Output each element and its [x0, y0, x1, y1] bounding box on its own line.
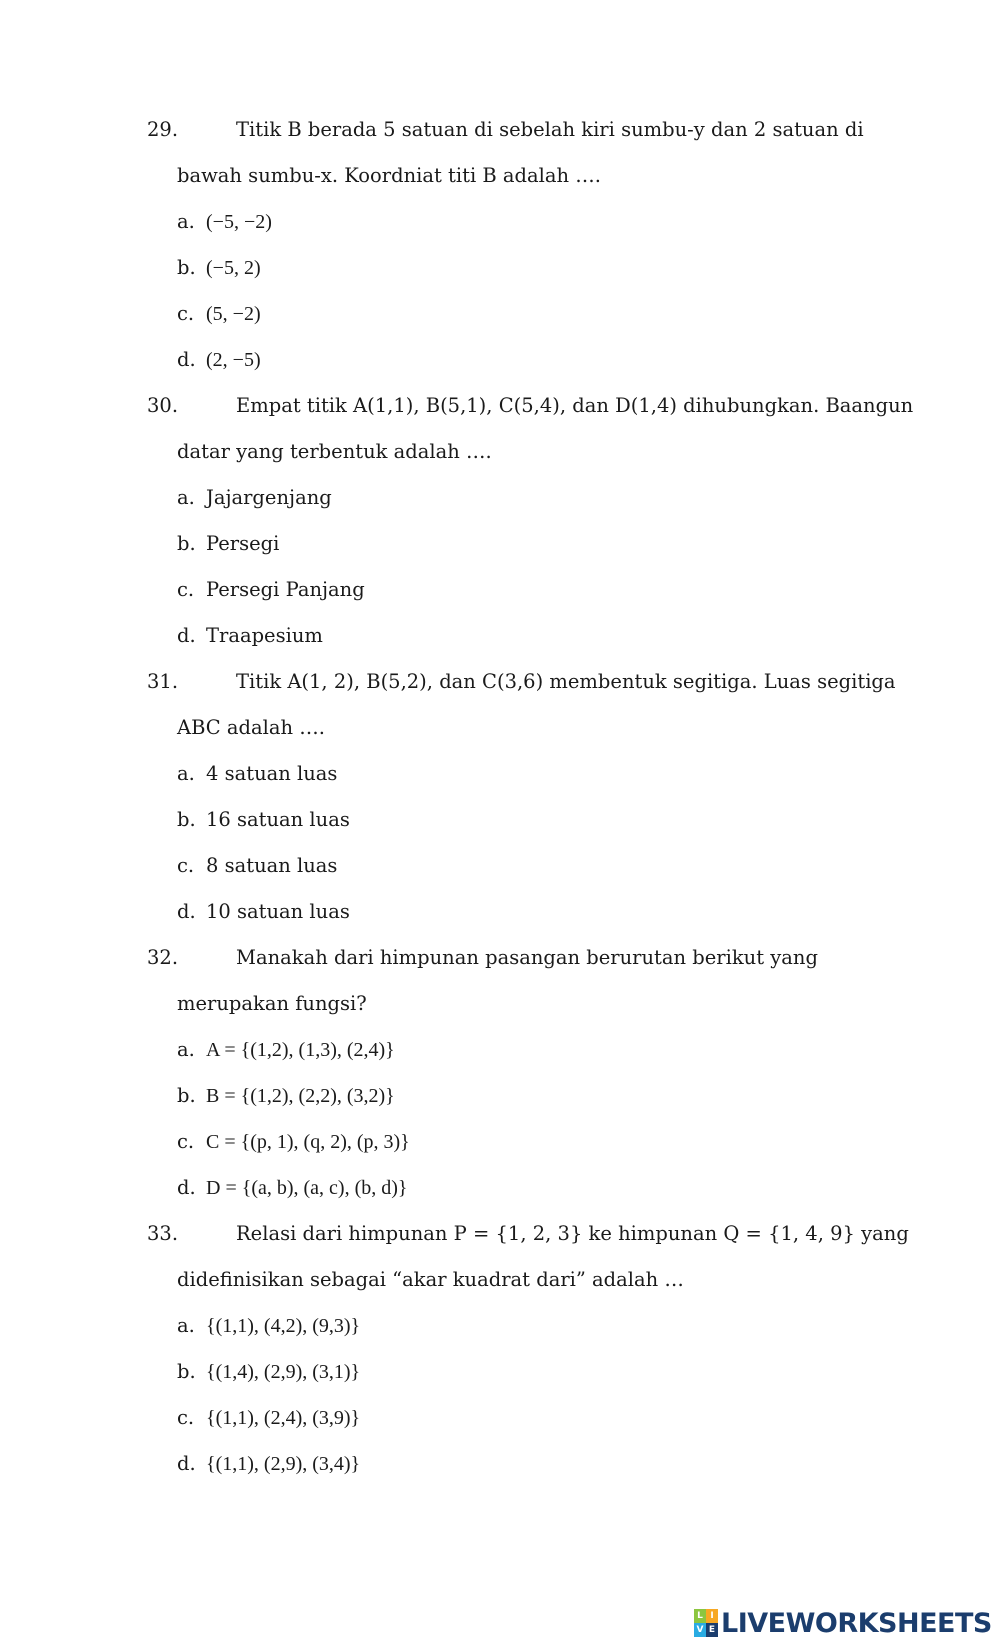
question-text-line2: merupakan fungsi? — [177, 992, 367, 1015]
option-d[interactable] — [177, 889, 350, 935]
option-text: {(1,1), (2,4), (3,9)} — [206, 1407, 361, 1429]
option-c[interactable] — [177, 1395, 360, 1441]
option-letter: a. — [177, 1314, 195, 1337]
option-c[interactable] — [177, 567, 365, 613]
option-letter: c. — [177, 1130, 195, 1153]
option-letter: c. — [177, 1406, 195, 1429]
option-text: D = {(a, b), (a, c), (b, d)} — [206, 1177, 408, 1199]
option-a[interactable] — [177, 1303, 360, 1349]
option-text: 8 satuan luas — [206, 854, 338, 877]
option-text: A = {(1,2), (1,3), (2,4)} — [206, 1039, 395, 1061]
option-letter: d. — [177, 900, 196, 923]
logo-icon-letter: V — [694, 1623, 706, 1637]
option-text: Persegi — [206, 532, 280, 555]
question-number: 30. — [147, 394, 179, 417]
option-d[interactable] — [177, 337, 261, 383]
option-letter: d. — [177, 1176, 196, 1199]
option-letter: a. — [177, 210, 195, 233]
option-letter: a. — [177, 486, 195, 509]
question-text-line1: Empat titik A(1,1), B(5,1), C(5,4), dan D(1,4) dihubungkan. Baangun — [236, 394, 914, 417]
option-letter: b. — [177, 1360, 196, 1383]
question-text-line1: Titik B berada 5 satuan di sebelah kiri sumbu-y dan 2 satuan di — [236, 118, 864, 141]
logo-icon-letter: E — [706, 1623, 718, 1637]
option-text: {(1,1), (2,9), (3,4)} — [206, 1453, 361, 1475]
option-c[interactable] — [177, 843, 337, 889]
option-b[interactable] — [177, 1349, 360, 1395]
option-letter: c. — [177, 302, 195, 325]
option-b[interactable] — [177, 797, 350, 843]
question-number: 31. — [147, 670, 179, 693]
option-text: Persegi Panjang — [206, 578, 365, 601]
option-letter: b. — [177, 532, 196, 555]
question-text-line1: Relasi dari himpunan P = {1, 2, 3} ke himpunan Q = {1, 4, 9} yang — [236, 1222, 909, 1245]
option-b[interactable] — [177, 245, 261, 291]
option-d[interactable] — [177, 1165, 408, 1211]
liveworksheets-logo[interactable] — [694, 1606, 992, 1640]
option-a[interactable] — [177, 475, 332, 521]
logo-icon-letter: L — [694, 1609, 706, 1623]
question-number: 29. — [147, 118, 179, 141]
option-d[interactable] — [177, 1441, 360, 1487]
option-text: 16 satuan luas — [206, 808, 350, 831]
option-a[interactable] — [177, 199, 272, 245]
option-text: (2, −5) — [206, 349, 261, 371]
option-d[interactable] — [177, 613, 323, 659]
option-letter: c. — [177, 578, 195, 601]
option-text: C = {(p, 1), (q, 2), (p, 3)} — [206, 1131, 410, 1153]
option-c[interactable] — [177, 291, 261, 337]
option-letter: b. — [177, 1084, 196, 1107]
option-text: 4 satuan luas — [206, 762, 338, 785]
question-number: 32. — [147, 946, 179, 969]
option-letter: b. — [177, 256, 196, 279]
option-text: Jajargenjang — [206, 486, 332, 509]
option-a[interactable] — [177, 751, 337, 797]
option-text: B = {(1,2), (2,2), (3,2)} — [206, 1085, 395, 1107]
question-text-line2: datar yang terbentuk adalah …. — [177, 440, 492, 463]
logo-icon-letter: I — [706, 1609, 718, 1623]
question-text-line2: didefinisikan sebagai “akar kuadrat dari” adalah … — [177, 1268, 684, 1291]
option-c[interactable] — [177, 1119, 410, 1165]
option-letter: d. — [177, 624, 196, 647]
option-letter: d. — [177, 1452, 196, 1475]
option-b[interactable] — [177, 521, 279, 567]
option-letter: d. — [177, 348, 196, 371]
option-b[interactable] — [177, 1073, 395, 1119]
question-text-line1: Manakah dari himpunan pasangan berurutan berikut yang — [236, 946, 818, 969]
option-text: Traapesium — [206, 624, 323, 647]
option-a[interactable] — [177, 1027, 395, 1073]
option-text: (−5, 2) — [206, 257, 261, 279]
option-text: 10 satuan luas — [206, 900, 350, 923]
option-letter: a. — [177, 1038, 195, 1061]
liveworksheets-logo-text: LIVEWORKSHEETS — [721, 1607, 992, 1639]
option-text: (−5, −2) — [206, 211, 272, 233]
option-letter: b. — [177, 808, 196, 831]
option-text: {(1,4), (2,9), (3,1)} — [206, 1361, 361, 1383]
option-text: {(1,1), (4,2), (9,3)} — [206, 1315, 361, 1337]
option-letter: a. — [177, 762, 195, 785]
option-text: (5, −2) — [206, 303, 261, 325]
option-letter: c. — [177, 854, 195, 877]
liveworksheets-logo-icon — [694, 1609, 718, 1637]
question-number: 33. — [147, 1222, 179, 1245]
question-text-line2: bawah sumbu-x. Koordniat titi B adalah …. — [177, 164, 601, 187]
question-text-line2: ABC adalah …. — [177, 716, 325, 739]
question-text-line1: Titik A(1, 2), B(5,2), dan C(3,6) membentuk segitiga. Luas segitiga — [236, 670, 896, 693]
